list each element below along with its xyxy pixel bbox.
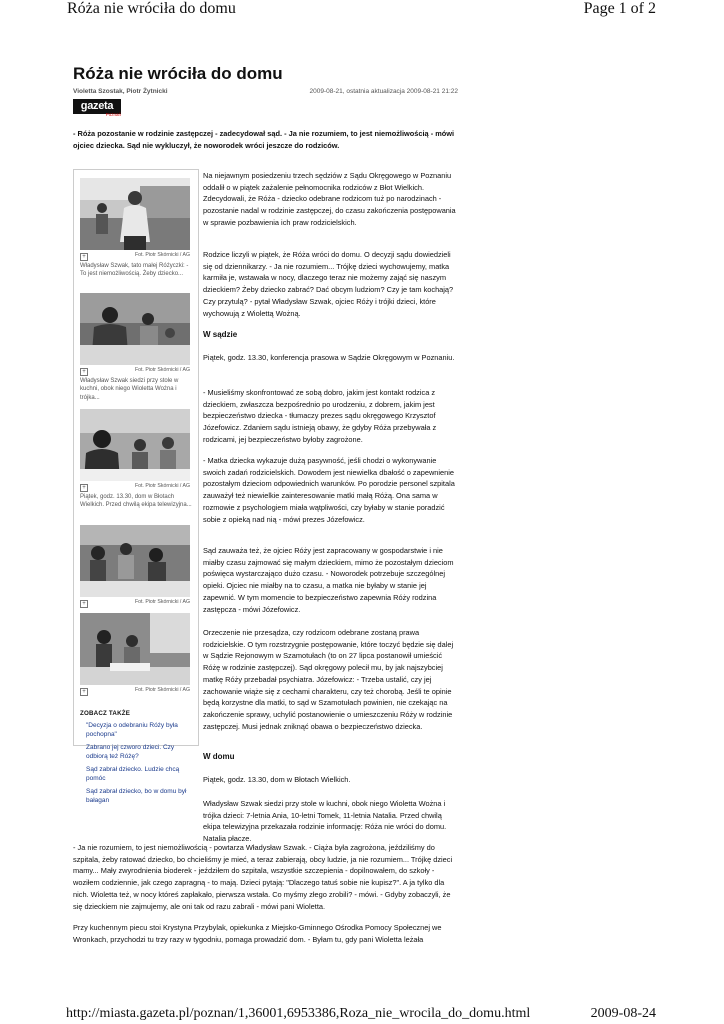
article-paragraph: Piątek, godz. 13.30, dom w Błotach Wielkich. <box>203 775 351 784</box>
print-footer-date: 2009-08-24 <box>590 1006 656 1021</box>
article-photo[interactable] <box>80 525 190 597</box>
photo-caption: Władysław Szwak, tato małej Różyczki: - To jest niemożliwością. Żeby dziecko... <box>80 263 189 278</box>
print-header-title: Róża nie wróciła do domu <box>67 0 236 17</box>
article-authors: Violetta Szostak, Piotr Żytnicki <box>73 88 168 95</box>
zoom-icon[interactable]: + <box>80 368 88 376</box>
article-photo[interactable] <box>80 178 190 250</box>
see-also-link[interactable]: Sąd zabrał dziecko, bo w domu był bałagan <box>86 788 187 804</box>
photo-credit: Fot. Piotr Skórnicki / AG <box>134 599 190 605</box>
print-header <box>0 0 724 24</box>
photo-credit: Fot. Piotr Skórnicki / AG <box>134 483 190 489</box>
zoom-icon[interactable]: + <box>80 600 88 608</box>
photo-image <box>80 178 190 250</box>
photo-credit: Fot. Piotr Skórnicki / AG <box>134 687 190 693</box>
article-subheading: W domu <box>203 752 235 761</box>
article-subheading: W sądzie <box>203 330 238 339</box>
article-paragraph: - Musieliśmy skonfrontować ze sobą dobro, jakim jest kontakt rodzica z dzieckiem, zwłaszcza bezpośrednio po urodzeniu, z dobrem, jakim jest bezpieczeństwo dziecka - tłumaczy prezes sądu okręgowego Krzysztof Józefowicz. Zdaniem sądu istnieją obawy, że gdyby Róża przebywała z rodzicami, jej bezpieczeństwo byłoby zagrożone. <box>203 388 437 444</box>
article-paragraph: - Matka dziecka wykazuje dużą pasywność, jeśli chodzi o wykonywanie swoich zadań rodzicielskich. Dowodem jest niewielka dbałość o zapewnienie pozostałym dzieciom odpowiednich warunków. Po porodzie personel szpitala zauważył też niewielkie zainteresowanie matki małą Różą. Ona sama w rozmowie z psychologiem miała wątpliwości, czy byłaby w stanie poradzić sobie z opieką nad nią - mówi prezes Józefowicz. <box>203 456 455 524</box>
article-paragraph: Przy kuchennym piecu stoi Krystyna Przybylak, opiekunka z Miejsko-Gminnego Ośrodka Pomocy Społecznej we Wronkach, przychodzi tu trzy razy w tygodniu, pomaga prowadzić dom. - Byłam tu, gdy pani Wioletta leżała <box>73 923 442 944</box>
see-also-link[interactable]: "Decyzja o odebraniu Róży była pochopna" <box>86 722 178 738</box>
zoom-icon[interactable]: + <box>80 688 88 696</box>
see-also-link[interactable]: Sąd zabrał dziecko. Ludzie chcą pomóc <box>86 766 180 782</box>
article-title: Róża nie wróciła do domu <box>73 64 283 83</box>
gazeta-logo-city: Poznań <box>105 112 121 117</box>
photo-image <box>80 293 190 365</box>
print-footer-url: http://miasta.gazeta.pl/poznan/1,36001,6953386,Roza_nie_wrocila_do_domu.html <box>66 1006 531 1021</box>
photo-image <box>80 613 190 685</box>
photo-sidebar <box>73 169 199 804</box>
see-also-heading: ZOBACZ TAKŻE <box>80 710 131 717</box>
gazeta-logo <box>73 99 123 118</box>
photo-image <box>80 409 190 481</box>
print-footer <box>0 1006 724 1024</box>
gazeta-logo-wordmark: gazeta <box>73 99 121 114</box>
photo-credit: Fot. Piotr Skórnicki / AG <box>134 367 190 373</box>
article-lead: - Róża pozostanie w rodzinie zastępczej - zadecydował sąd. - Ja nie rozumiem, to jest niemożliwością - mówi ojciec dziecka. Sąd nie wykluczył, że noworodek wróci jeszcze do rodziców. <box>73 129 455 150</box>
article-photo[interactable] <box>80 613 190 685</box>
photo-caption: Piątek, godz. 13.30, dom w Błotach Wielkich. Przed chwilą ekipa telewizyjna... <box>80 494 192 509</box>
article-photo[interactable] <box>80 409 190 481</box>
article-paragraph: Orzeczenie nie przesądza, czy rodzicom odebrane zostaną prawa rodzicielskie. O tym rozstrzygnie postępowanie, które toczyć będzie się dalej w Sądzie Rejonowym w Szamotułach (to on 27 lipca postanowił umieścić Różę w rodzinie zastępczej). Sąd okręgowy polecił mu, by jak najszybciej matkę Róży przebadał psychiatra. Józefowicz: - Trzeba ustalić, czy jej zachowanie wiąże się z cechami charakteru, czy też chorobą. Jeśli te opinie będą korzystne dla matki, to sąd w Szamotułach powinien, nie czekając na zakończenie sprawy, uchylić postanowienie o umieszczeniu Róży w rodzinie zastępczej. Musi jednak zniknąć obawa o bezpieczeństwo dziecka. <box>203 628 454 731</box>
zoom-icon[interactable]: + <box>80 253 88 261</box>
article-dates: 2009-08-21, ostatnia aktualizacja 2009-08-21 21:22 <box>309 88 458 95</box>
article-paragraph: Na niejawnym posiedzeniu trzech sędziów z Sądu Okręgowego w Poznaniu oddalił o w piątek zażalenie pełnomocnika rodziców z Błot Wielkich. Zdecydowali, że Róża - dziecko odebrane rodzicom tuż po narodzinach - pozostanie nadal w rodzinie zastępczej, do czasu zakończenia postępowania w sprawie pozbawienia ich praw rodzicielskich. <box>203 171 456 227</box>
print-header-page: Page 1 of 2 <box>583 0 656 17</box>
article-paragraph: Władysław Szwak siedzi przy stole w kuchni, obok niego Wioletta Wożna i trójka dzieci: 7-letnia Ania, 10-letni Tomek, 11-letnia Natalia. Przed chwilą ekipa telewizyjna przekazała rodzinie informację: Róża nie wróci do domu. Natalia płacze. <box>203 799 447 844</box>
article-paragraph: Rodzice liczyli w piątek, że Róża wróci do domu. O decyzji sądu dowiedzieli się od dziennikarzy. - Ja nie rozumiem... Trójkę dzieci wychowujemy, matka karmiła je, wstawała w nocy, dlaczego teraz nie możemy zająć się naszym dzieckiem? Żeby dziecko zabrać? Dać obcym ludziom? Czy je tam kochają? Czy przytulą? - pytał Władysław Szwak, ojciec Róży i trójki dzieci, które wychowują z Wiolettą Wożną. <box>203 250 454 318</box>
see-also-link[interactable]: Zabrano jej czworo dzieci. Czy odbiorą też Różę? <box>86 744 175 760</box>
article-paragraph: Piątek, godz. 13.30, konferencja prasowa w Sądzie Okręgowym w Poznaniu. <box>203 353 455 362</box>
article-paragraph: - Ja nie rozumiem, to jest niemożliwością - powtarza Władysław Szwak. - Ciąża była zagrożona, jeździliśmy do szpitala, żeby ratować dziecko, bo chcieliśmy je mieć, a teraz zabierają, obcy ludzie, ja nie rozumiem... Trójkę dzieci mamy... Mały zwyrodnienia bioderek - jeździłem do szpitala, wszystkie szczepienia - dopilnowałem, do szkoły - woziłem codziennie, jak czego zapragną - to mają. Dzieci pytają: "Dlaczego tatuś sobie nie kupisz?". A ja tylko dla nich. Wioletta też, w nocy któreś zapłakało, pierwsza wstała. Co myśmy złego zrobili? - mówi. - Gdyby zobaczyli, że się dzieckiem nie zajmujemy, ale oni tak od razu zabrali - mówi pani Wioletta. <box>73 843 453 911</box>
photo-caption: Władysław Szwak siedzi przy stole w kuchni, obok niego Wioletta Wożna i trójka... <box>80 378 179 401</box>
article-photo[interactable] <box>80 293 190 365</box>
photo-credit: Fot. Piotr Skórnicki / AG <box>134 252 190 258</box>
photo-image <box>80 525 190 597</box>
see-also-box <box>80 710 192 805</box>
zoom-icon[interactable]: + <box>80 484 88 492</box>
article-paragraph: Sąd zauważa też, że ojciec Róży jest zapracowany w gospodarstwie i nie miałby czasu zajmować się małym dzieckiem, mimo że pozostałym dzieciom poświęca wystarczająco dużo czasu. - Noworodek potrzebuje szczególnej opieki. Ojciec nie miałby na to czasu, a matka nie byłaby w stanie jej zapewnić. W tym momencie to bezpieczeństwo zapewnia Róży rodzina zastępcza - mówi Józefowicz. <box>203 546 454 614</box>
